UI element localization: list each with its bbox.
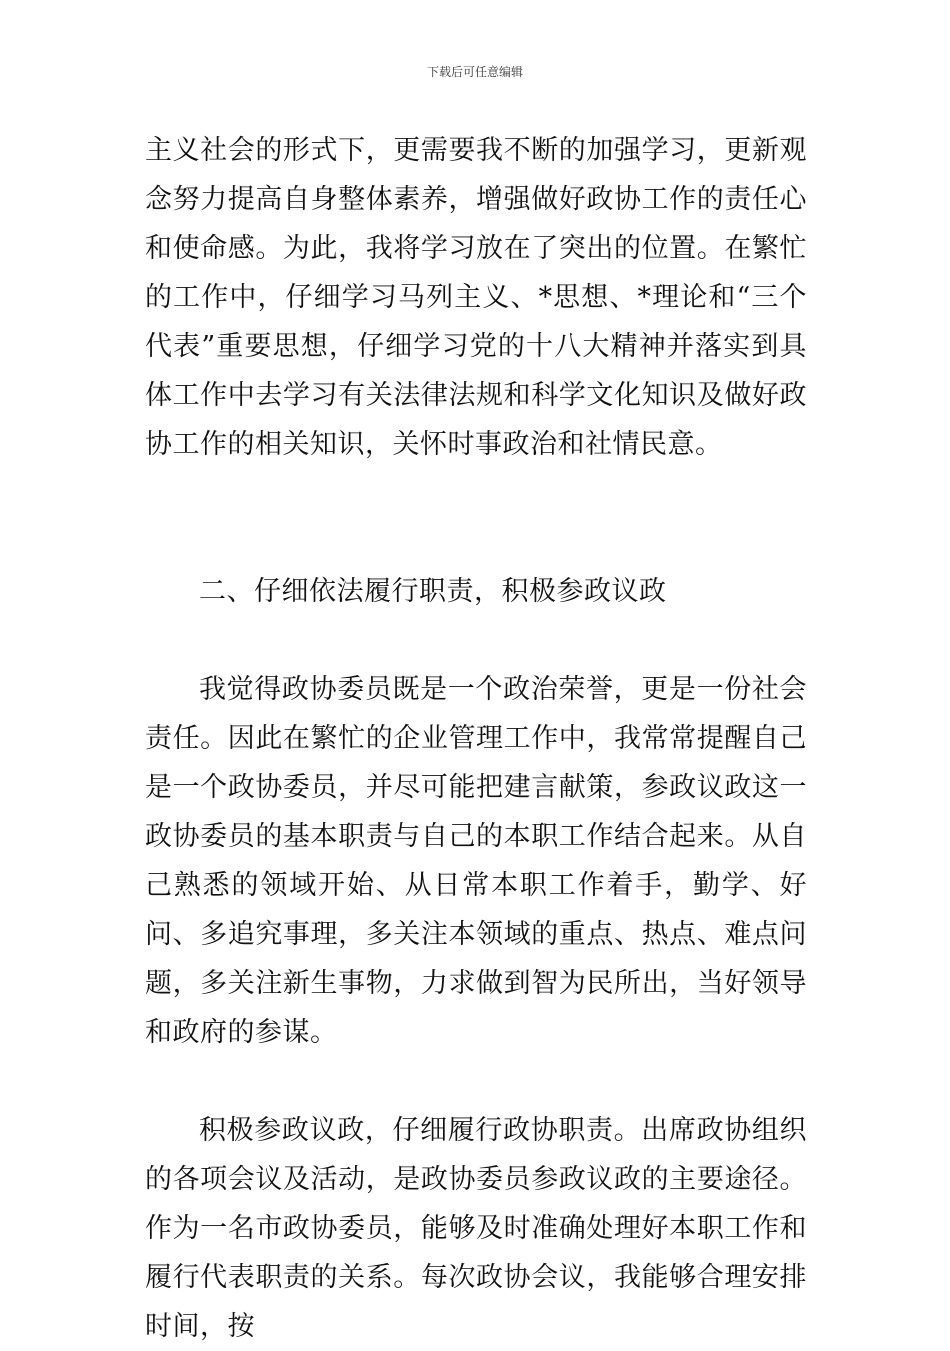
paragraph-duty: 我觉得政协委员既是一个政治荣誉，更是一份社会责任。因此在繁忙的企业管理工作中，我常常提醒自己是一个政协委员，并尽可能把建言献策，参政议政这一政协委员的基本职责与自己的本职工作结合起来。从自己熟悉的领域开始、从日常本职工作着手，勤学、好问、多追究事理，多关注本领域的重点、热点、难点问题，多关注新生事物，力求做到智为民所出，当好领导和政府的参谋。: [145, 674, 807, 1048]
page-header: 下载后可任意编辑: [426, 65, 523, 79]
paragraph-gap: [145, 518, 807, 567]
paragraph-study: 主义社会的形式下，更需要我不断的加强学习，更新观念努力提高自身整体素养，增强做好政协工作的责任心和使命感。为此，我将学习放在了突出的位置。在繁忙的工作中，仔细学习马列主义、*思想、*理论和“三个代表”重要思想，仔细学习党的十八大精神并落实到具体工作中去学习有关法律法规和科学文化知识及做好政协工作的相关知识，关怀时事政治和社情民意。: [145, 135, 807, 460]
paragraph-gap: [145, 469, 807, 518]
section-heading: 二、仔细依法履行职责，积极参政议政: [199, 576, 667, 607]
paragraph-participation: 积极参政议政，仔细履行政协职责。出席政协组织的各项会议及活动，是政协委员参政议政的主要途径。作为一名市政协委员，能够及时准确处理好本职工作和履行代表职责的关系。每次政协会议，我能够合理安排时间，按: [145, 1115, 807, 1342]
paragraph-gap: [145, 616, 807, 665]
paragraph-gap: [145, 1057, 807, 1106]
document-body: [145, 126, 807, 1351]
